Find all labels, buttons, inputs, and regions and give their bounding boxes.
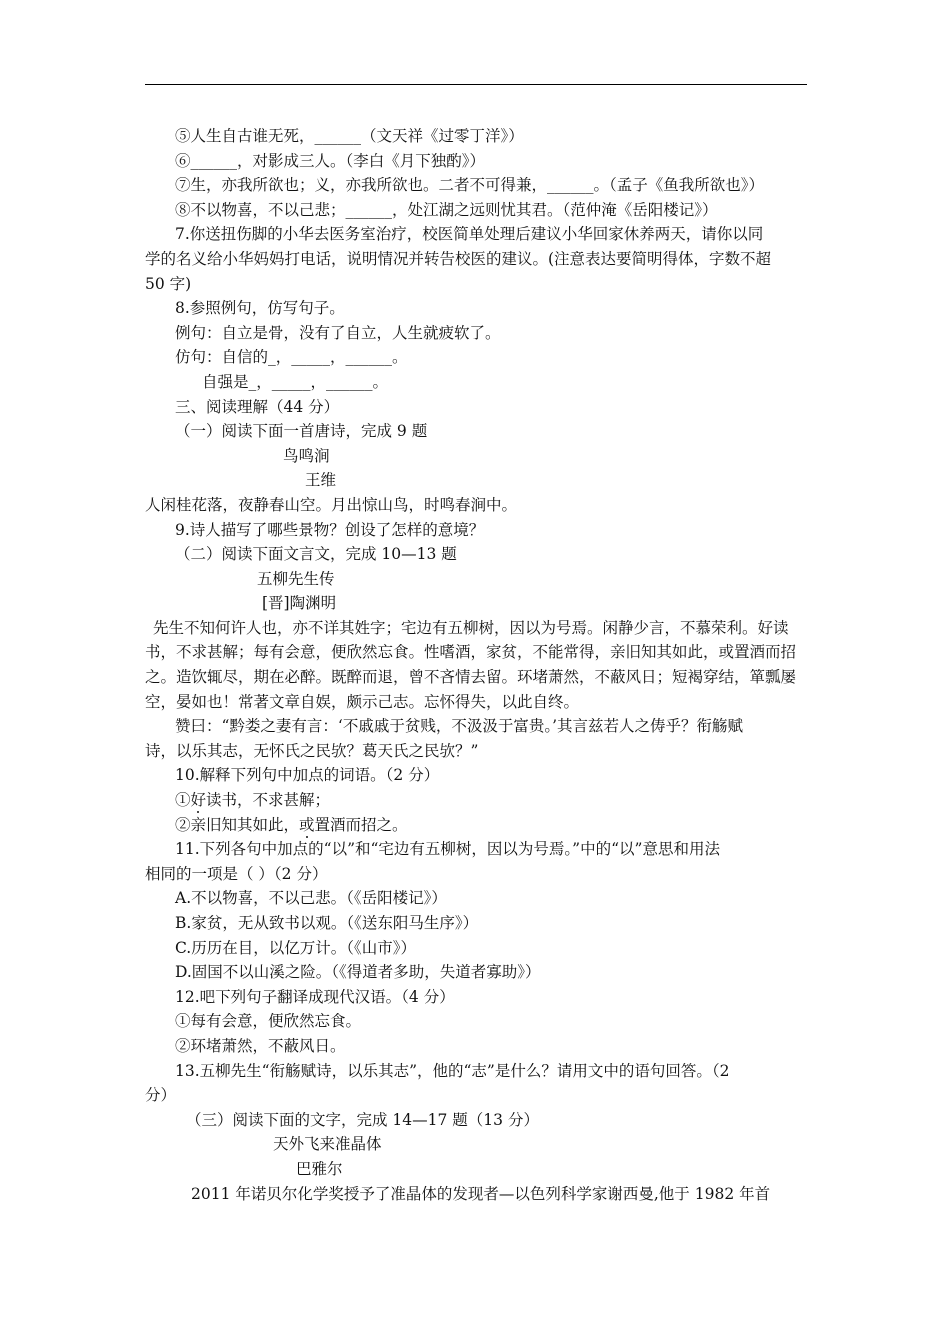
text-span: ②亲旧知其如此， [175,815,300,834]
essay-author: [晋]陶渊明 [262,594,337,613]
essay-text: 赞曰：“黔娄之妻有言：‘不戚戚于贫贱，不汲汲于富贵。’其言兹若人之俦乎？衔觞赋 [175,717,744,736]
subsection-heading: （二）阅读下面文言文，完成 10—13 题 [175,545,457,564]
text-span: 置酒而招之。 [314,815,408,834]
text-line: 相同的一项是（ ）（2 分） [145,864,328,883]
poem-title: 鸟鸣涧 [283,446,330,465]
essay-title: 五柳先生传 [257,569,335,588]
text-line: ②环堵萧然，不蔽风日。 [175,1036,346,1055]
option-c: C.历历在目，以亿万计。（《山市》） [175,938,416,957]
dotted-word: 好 [190,791,207,810]
question-12: 12.吧下列句子翻译成现代汉语。（4 分） [175,987,455,1006]
essay-text: 诗，以乐其志，无怀氏之民欤？葛天氏之民欤？” [145,741,479,760]
document-body [145,124,807,1206]
header-rule [145,84,807,85]
text-line: ⑤人生自古谁无死，______（文天祥《过零丁洋》） [175,127,524,145]
text-line: 50 字) [145,274,192,293]
text-line [145,813,807,838]
question-7: 7.你送扭伤脚的小华去医务室治疗，校医简单处理后建议小华回家休养两天，请你以同 [175,225,764,244]
dotted-word: 或 [299,815,315,834]
poem-text: 人闲桂花落，夜静春山空。月出惊山鸟，时鸣春涧中。 [145,495,518,514]
essay-text: 先生不知何许人也，亦不详其姓字；宅边有五柳树，因以为号焉。闲静少言，不慕荣利。好读 [153,618,789,637]
essay-text: 之。造饮辄尽，期在必醉。既醉而退，曾不吝情去留。环堵萧然，不蔽风日；短褐穿结，箪瓢屡 [145,668,797,687]
text-line: ①每有会意，便欣然忘食。 [175,1012,362,1031]
question-8: 8.参照例句，仿写句子。 [175,299,345,318]
text-line: 例句：自立是骨，没有了自立，人生就疲软了。 [175,323,501,342]
text-line [145,788,807,813]
question-10: 10.解释下列句中加点的词语。（2 分） [175,766,440,785]
text-line: 分） [145,1086,177,1105]
essay-text: 空，晏如也！常著文章自娱，颇示己志。忘怀得失，以此自终。 [145,692,580,711]
section-heading: 三、阅读理解（44 分） [175,397,340,416]
option-b: B.家贫，无从致书以观。（《送东阳马生序》） [175,914,479,932]
text-line: 自强是_，_____，______。 [202,372,389,391]
text-line: ⑥______，对影成三人。（李白《月下独酌》） [175,151,486,170]
text-line: 学的名义给小华妈妈打电话，说明情况并转告校医的建议。(注意表达要简明得体，字数不超 [145,249,772,268]
subsection-heading: （一）阅读下面一首唐诗，完成 9 题 [175,422,428,441]
text-span: ① [175,791,191,810]
text-line: ⑧不以物喜，不以己悲；______，处江湖之远则忧其君。（范仲淹《岳阳楼记》） [175,200,718,219]
article-text: 2011 年诺贝尔化学奖授予了准晶体的发现者—以色列科学家谢西曼,他于 1982 年首 [191,1184,771,1203]
question-13: 13.五柳先生“衔觞赋诗，以乐其志”，他的“志”是什么？请用文中的语句回答。（2 [175,1061,730,1080]
text-line: 仿句：自信的_，_____，______。 [175,348,408,367]
poem-author: 王维 [305,471,337,490]
question-9: 9.诗人描写了哪些景物？创设了怎样的意境？ [175,520,485,539]
question-11: 11.下列各句中加点的“以”和“宅边有五柳树，因以为号焉。”中的“以”意思和用法 [175,840,720,859]
subsection-heading: （三）阅读下面的文字，完成 14—17 题（13 分） [186,1110,539,1129]
text-line: ⑦生，亦我所欲也；义，亦我所欲也。二者不可得兼，______。（孟子《鱼我所欲也》） [175,176,765,195]
article-author: 巴雅尔 [296,1159,343,1178]
option-a: A.不以物喜，不以己悲。（《岳阳楼记》） [175,889,447,908]
text-span: 读书，不求甚解； [206,791,331,810]
option-d: D.固国不以山溪之险。（《得道者多助，失道者寡助》） [175,963,541,982]
essay-text: 书，不求甚解；每有会意，便欣然忘食。性嗜酒，家贫，不能常得，亲旧知其如此，或置酒而招 [145,643,797,662]
article-title: 天外飞来准晶体 [273,1135,382,1154]
